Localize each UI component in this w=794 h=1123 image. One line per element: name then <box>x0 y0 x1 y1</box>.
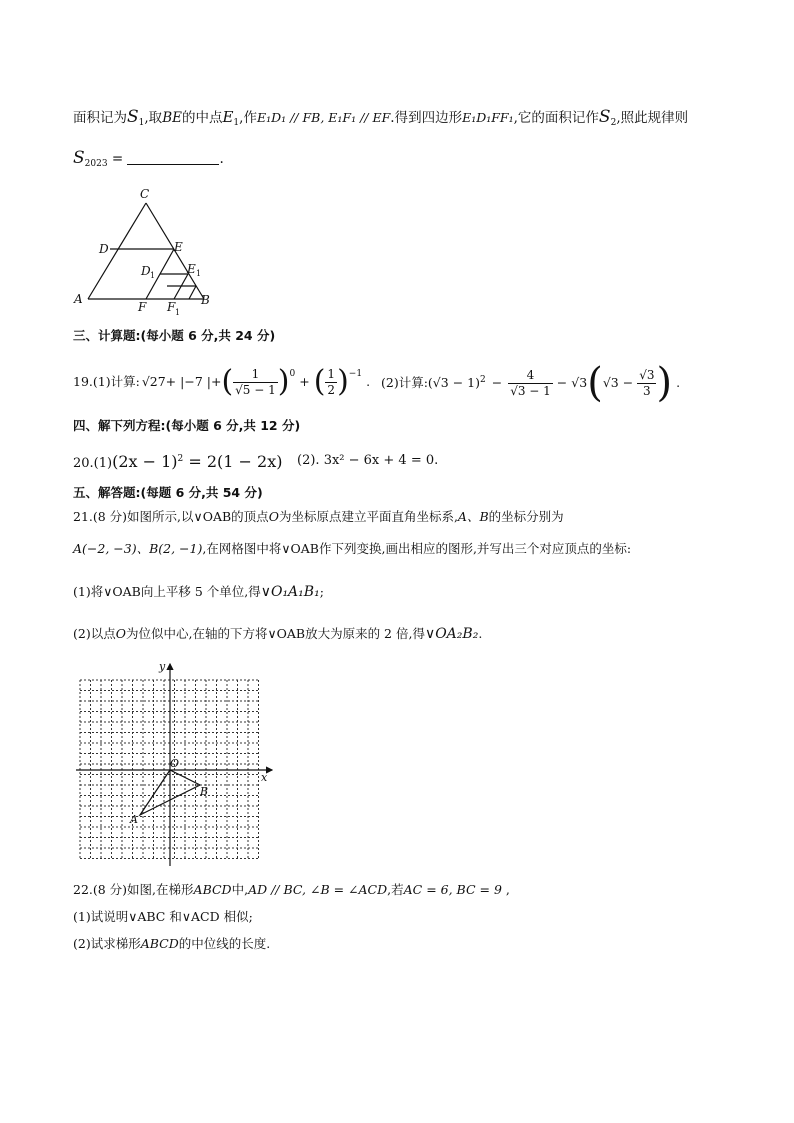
q19-p1-terms: √27+ |−7 |+ <box>141 374 222 389</box>
side-ac <box>88 203 146 299</box>
q19-part2 <box>381 358 680 408</box>
points-ab: A、B <box>457 509 489 524</box>
q18-text: 的中点 <box>181 110 223 126</box>
q21-sub1 <box>73 582 324 602</box>
q21-text: 的坐标分别为 <box>488 509 564 524</box>
q22-text: 的中位线的长度. <box>178 936 271 951</box>
q22-text: ,若 <box>387 882 404 897</box>
section-title: 三、计算题: <box>73 328 141 343</box>
q18-line1 <box>73 107 688 133</box>
q22-text: 中, <box>231 882 249 897</box>
q20-label: 20.(1) <box>73 456 113 471</box>
q22-line1 <box>73 880 510 900</box>
q21-text: 为坐标原点建立平面直角坐标系, <box>278 509 458 524</box>
equals-sign: = <box>107 151 128 167</box>
frac-den: 2 <box>327 382 336 397</box>
q22-sub2 <box>73 934 270 954</box>
triangle-oab: ∨OAB <box>193 509 232 524</box>
section-note: (每小题 6 分,共 24 分) <box>140 328 276 343</box>
minus: − <box>556 375 568 390</box>
s2-symbol: S <box>598 107 611 127</box>
q21-line2 <box>73 539 631 559</box>
q21-text: . <box>478 626 483 641</box>
y-axis-label: y <box>159 660 166 673</box>
q19-label: (2)计算: <box>381 375 428 390</box>
q22-text: 22.(8 分)如图,在梯形 <box>73 882 194 897</box>
triangle-oab: ∨OAB <box>267 626 306 641</box>
q18-text: ,作 <box>239 110 257 126</box>
section-note: (每小题 6 分,共 12 分) <box>165 418 301 433</box>
triangle-oab: ∨OAB <box>281 541 319 556</box>
point-a-label: A <box>130 813 138 826</box>
label-d1-sub: 1 <box>150 271 156 280</box>
q20-eq: 3x² − 6x + 4 = 0 <box>323 453 435 468</box>
label-f: F <box>138 300 147 314</box>
period: . <box>366 374 371 389</box>
point-o: O <box>268 509 279 524</box>
q18-text: ,它的面积记作 <box>513 110 599 126</box>
section3-heading <box>73 326 275 346</box>
frac-num: 1 <box>327 366 336 381</box>
q22-text: , <box>501 882 510 897</box>
section-note: (每题 6 分,共 54 分) <box>140 485 263 500</box>
period: . <box>676 375 681 390</box>
frac-num: √3 <box>639 367 655 382</box>
trapezoid-abcd: ABCD <box>193 882 232 897</box>
origin-label: O <box>170 757 180 770</box>
label-a: A <box>74 292 83 306</box>
point-b-label: B <box>200 785 209 798</box>
triangle-oa2b2: ∨OA₂B₂ <box>424 626 479 642</box>
q21-text: 向上平移 5 个单位,得 <box>140 584 261 599</box>
label-e1-sub: 1 <box>196 269 202 278</box>
q21-text: 作下列变换,画出相应的图形,并写出三个对应顶点的坐标: <box>318 541 632 556</box>
exp-minus-one: −1 <box>348 369 363 379</box>
q19-frac1 <box>233 367 278 398</box>
s2-sub: 2 <box>610 118 617 128</box>
label-f1-sub: 1 <box>175 308 181 317</box>
coords-ab: A(−2, −3)、B(2, −1) <box>73 541 203 556</box>
triangle-figure <box>70 183 220 318</box>
label-f1: F <box>167 300 176 314</box>
q18-text: ,照此规律则 <box>616 110 689 126</box>
section4-heading <box>73 416 300 436</box>
section-title: 四、解下列方程: <box>73 418 166 433</box>
frac-den: √5 − 1 <box>235 382 276 397</box>
q21-text: (1)将 <box>73 584 104 599</box>
point-o: O <box>115 626 126 641</box>
q20-part2 <box>297 451 438 471</box>
q18-text: ,取 <box>144 110 163 126</box>
answer-blank <box>127 150 219 165</box>
frac-den: √3 − 1 <box>510 383 551 398</box>
triangle-o1a1b1: ∨O₁A₁B₁ <box>260 584 320 600</box>
exp-two: 2 <box>177 454 184 464</box>
inner-term: √3 − <box>602 375 634 390</box>
section-title: 五、解答题: <box>73 485 141 500</box>
q22-sub1 <box>73 907 253 927</box>
label-e: E <box>174 240 183 254</box>
q19-label: 19.(1)计算: <box>73 374 140 389</box>
q22-text: (2)试求梯形 <box>73 936 141 951</box>
q20-eq-a: (2x − 1) <box>112 452 178 471</box>
q20-eq-b: = 2(1 − 2x) <box>183 452 283 471</box>
q21-text: ; <box>319 584 324 599</box>
label-b: B <box>201 293 210 307</box>
q18-text: .得到四边形 <box>390 110 463 126</box>
quad-label: E₁D₁FF₁ <box>462 110 514 125</box>
q21-text: (2)以点 <box>73 626 116 641</box>
paren-close: ) <box>337 364 349 399</box>
sqrt3: √3 <box>571 375 588 390</box>
q22-values: AC = 6, BC = 9 <box>403 882 502 897</box>
s1-sub: 1 <box>138 118 145 128</box>
q19-p2-term: (√3 − 1) <box>427 375 480 390</box>
paren-close: ) <box>277 364 290 399</box>
q19-half <box>325 367 337 398</box>
s2023-sub: 2023 <box>84 159 108 169</box>
label-e1: E <box>187 262 196 276</box>
q21-sub2 <box>73 624 482 644</box>
paren-close: ) <box>656 360 673 406</box>
q21-text: 为位似中心,在轴的下方将 <box>125 626 268 641</box>
s2023-symbol: S <box>73 148 85 168</box>
frac-den: 3 <box>643 383 651 398</box>
q21-text: 的顶点 <box>231 509 269 524</box>
triangle-oab: ∨OAB <box>103 584 141 599</box>
paren-open: ( <box>313 364 326 399</box>
q22-condition: AD // BC, ∠B = ∠ACD <box>248 882 388 897</box>
frac-num: 4 <box>508 368 553 384</box>
s1-symbol: S <box>127 107 139 127</box>
label-d1: D <box>141 264 151 278</box>
q19-frac2 <box>508 368 553 399</box>
e1-symbol: E <box>222 108 234 126</box>
label-c: C <box>140 187 150 201</box>
segment-inner-d <box>189 286 196 299</box>
q22-sub1-text: (1)试说明∨ABC 和∨ACD 相似; <box>73 909 253 924</box>
e1-sub: 1 <box>233 118 240 128</box>
trapezoid-abcd: ABCD <box>140 936 179 951</box>
q18-line2 <box>73 148 224 174</box>
be-label: BE <box>162 110 182 126</box>
section5-heading <box>73 483 263 503</box>
q21-text: 21.(8 分)如图所示,以 <box>73 509 194 524</box>
q21-line1 <box>73 507 564 527</box>
plus: + <box>299 374 310 389</box>
paren-open: ( <box>587 360 603 406</box>
q19-part1 <box>73 360 370 404</box>
exp-two: 2 <box>479 375 486 385</box>
x-axis-label: x <box>261 771 268 784</box>
q18-text: 面积记为 <box>73 110 127 126</box>
paren-open: ( <box>221 364 234 399</box>
coordinate-grid <box>72 660 277 870</box>
period: . <box>434 453 439 468</box>
q20-label: (2). <box>297 453 324 468</box>
period: . <box>219 151 224 167</box>
q20-part1 <box>73 449 282 474</box>
frac-num: 1 <box>233 367 278 383</box>
label-d: D <box>99 242 109 256</box>
q21-text: 放大为原来的 2 倍,得 <box>305 626 425 641</box>
q21-text: ,在网格图中将 <box>202 541 282 556</box>
exp-zero: 0 <box>289 369 296 379</box>
minus: − <box>491 375 503 390</box>
q19-frac3 <box>637 368 656 399</box>
q18-condition: E₁D₁ // FB, E₁F₁ // EF <box>256 110 391 125</box>
